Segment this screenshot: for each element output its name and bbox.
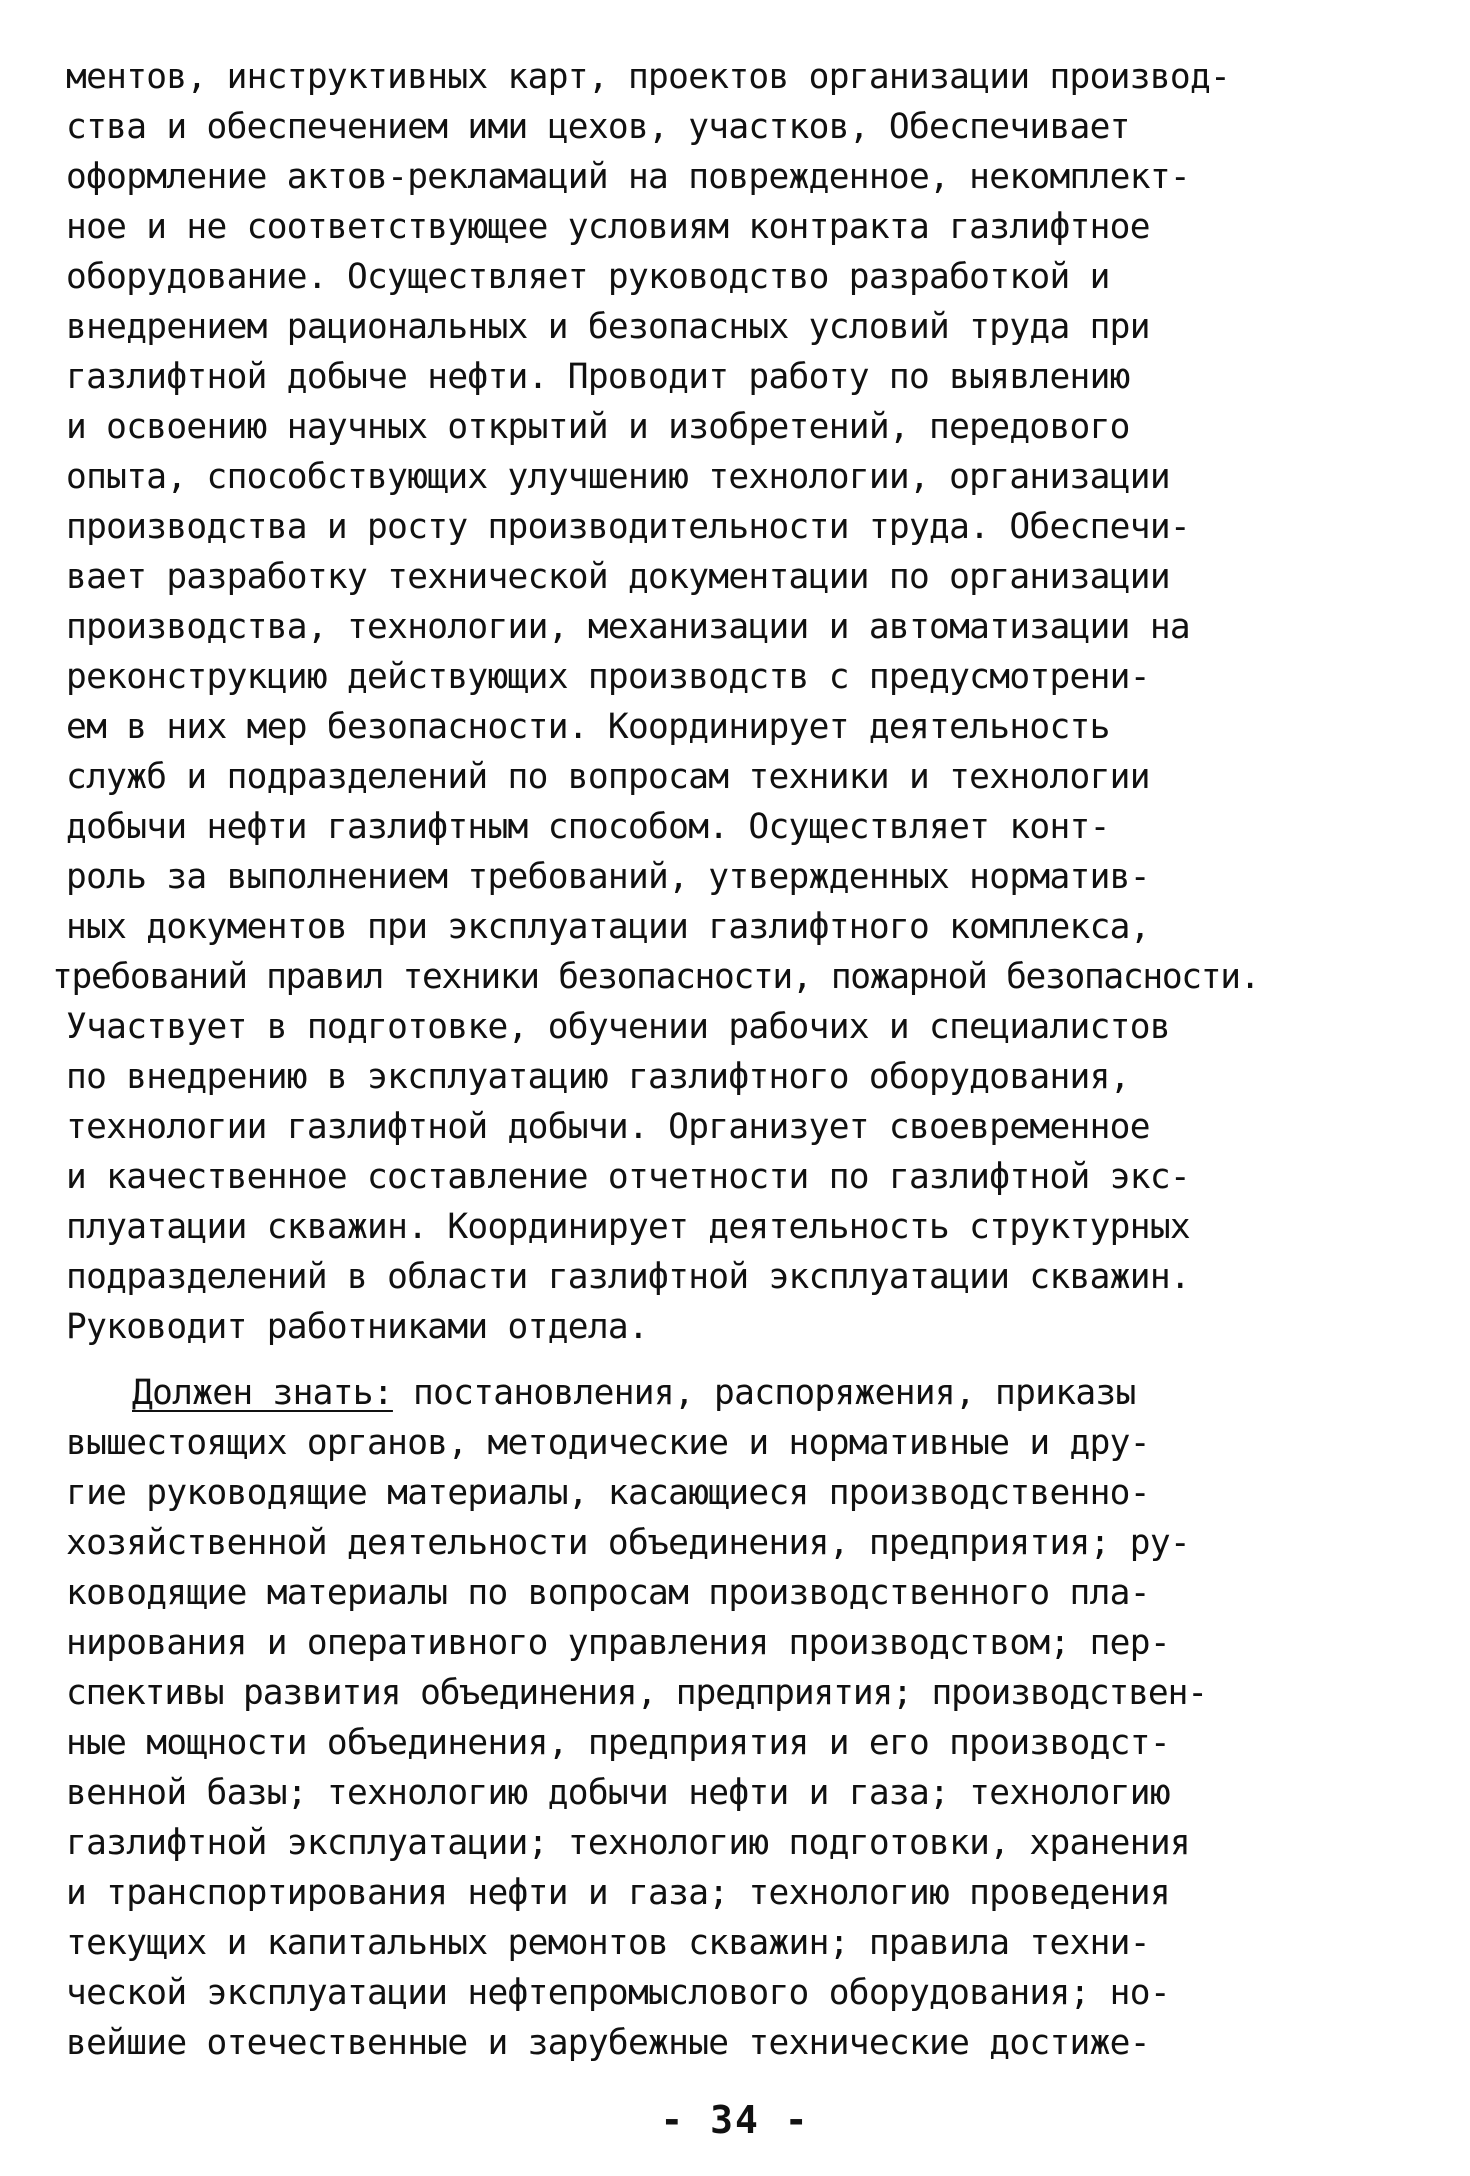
body-text [52, 52, 1466, 2068]
text-line: ных документов при эксплуатации газлифтного комплекса, [66, 907, 1150, 947]
text-line: нирования и оперативного управления производством; пер- [66, 1623, 1170, 1663]
text-fragment: постановления, распоряжения, приказы [392, 1373, 1136, 1413]
text-line: добычи нефти газлифтным способом. Осуществляет конт- [66, 807, 1110, 847]
text-line: ментов, инструктивных карт, проектов организации производ- [66, 57, 1231, 97]
text-line: спективы развития объединения, предприятия; производствен- [66, 1673, 1207, 1713]
text-line: ководящие материалы по вопросам производственного пла- [66, 1573, 1150, 1613]
text-line: и качественное составление отчетности по газлифтной экс- [66, 1157, 1190, 1197]
text-line: газлифтной эксплуатации; технологию подготовки, хранения [66, 1823, 1190, 1863]
text-line: вает разработку технической документации по организации [66, 557, 1170, 597]
text-line: и транспортирования нефти и газа; технологию проведения [66, 1873, 1170, 1913]
text-line: оборудование. Осуществляет руководство разработкой и [66, 257, 1110, 297]
text-line: плуатации скважин. Координирует деятельность структурных [66, 1207, 1190, 1247]
text-line: по внедрению в эксплуатацию газлифтного оборудования, [66, 1057, 1130, 1097]
text-line: оформление актов-рекламаций на поврежденное, некомплект- [66, 157, 1190, 197]
text-line: ем в них мер безопасности. Координирует деятельность [66, 707, 1110, 747]
text-line: вейшие отечественные и зарубежные технические достиже- [66, 2023, 1150, 2063]
text-line: технологии газлифтной добычи. Организует своевременное [66, 1107, 1150, 1147]
text-line: ное и не соответствующее условиям контракта газлифтное [66, 207, 1150, 247]
text-line: текущих и капитальных ремонтов скважин; правила техни- [66, 1923, 1150, 1963]
text-line: венной базы; технологию добычи нефти и газа; технологию [66, 1773, 1170, 1813]
text-line: производства, технологии, механизации и автоматизации на [66, 607, 1190, 647]
text-line: внедрением рациональных и безопасных условий труда при [66, 307, 1150, 347]
paragraph-first-line [66, 1368, 1466, 1418]
text-line: реконструкцию действующих производств с предусмотрени- [66, 657, 1150, 697]
text-line: Руководит работниками отдела. [66, 1307, 649, 1347]
page-number: - 34 - [660, 2098, 810, 2142]
text-line: роль за выполнением требований, утвержденных норматив- [66, 857, 1150, 897]
text-line: ные мощности объединения, предприятия и его производст- [66, 1723, 1170, 1763]
text-line: вышестоящих органов, методические и нормативные и дру- [66, 1423, 1150, 1463]
text-line: хозяйственной деятельности объединения, предприятия; ру- [66, 1523, 1190, 1563]
text-line: опыта, способствующих улучшению технологии, организации [66, 457, 1170, 497]
text-line: производства и росту производительности труда. Обеспечи- [66, 507, 1190, 547]
text-line: служб и подразделений по вопросам техники и технологии [66, 757, 1150, 797]
text-line: газлифтной добыче нефти. Проводит работу по выявлению [66, 357, 1130, 397]
text-line: подразделений в области газлифтной эксплуатации скважин. [66, 1257, 1190, 1297]
section-label: Должен знать: [132, 1373, 393, 1413]
text-line: ства и обеспечением ими цехов, участков, Обеспечивает [66, 107, 1130, 147]
text-line: ческой эксплуатации нефтепромыслового оборудования; но- [66, 1973, 1170, 2013]
text-line: и освоению научных открытий и изобретений, передового [66, 407, 1130, 447]
text-line: Участвует в подготовке, обучении рабочих и специалистов [66, 1007, 1170, 1047]
text-line: требований правил техники безопасности, пожарной безопасности. [52, 957, 1260, 997]
text-line: гие руководящие материалы, касающиеся производственно- [66, 1473, 1150, 1513]
